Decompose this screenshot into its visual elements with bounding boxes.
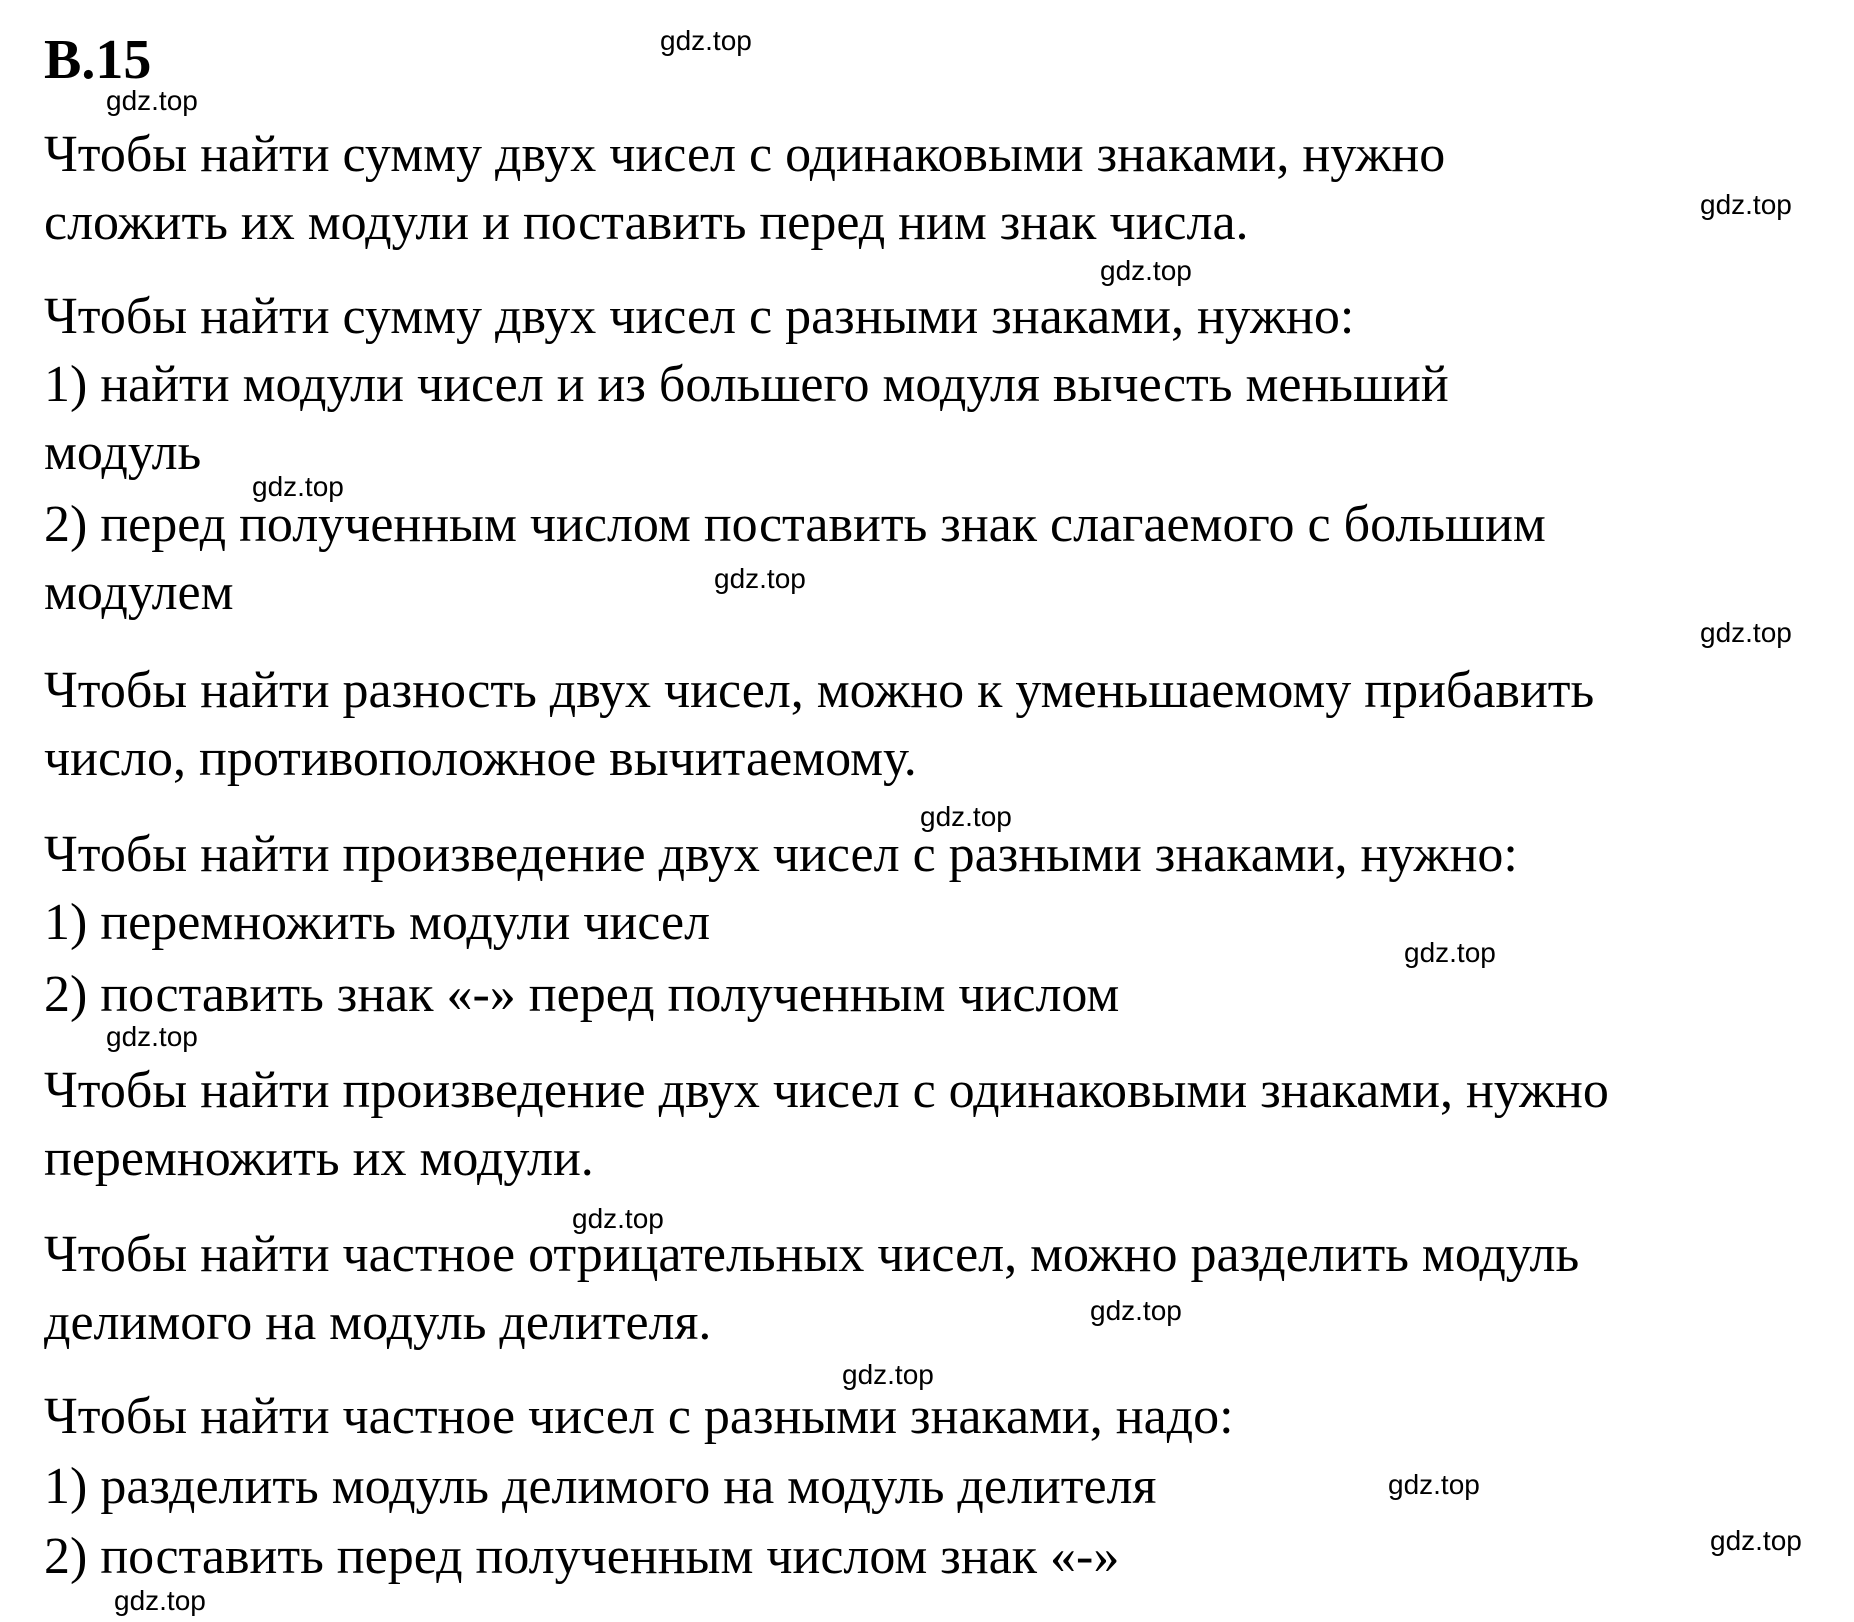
- text-line-6: 2) перед полученным числом поставить знак слагаемого с большим: [44, 496, 1546, 553]
- text-line-19: 2) поставить перед полученным числом знак «-»: [44, 1528, 1120, 1585]
- text-line-9: число, противоположное вычитаемому.: [44, 730, 917, 787]
- text-line-17: Чтобы найти частное чисел с разными знаками, надо:: [44, 1388, 1234, 1445]
- watermark: gdz.top: [114, 1585, 206, 1616]
- text-line-3: Чтобы найти сумму двух чисел с разными знаками, нужно:: [44, 288, 1355, 345]
- watermark: gdz.top: [1388, 1469, 1480, 1500]
- text-line-15: Чтобы найти частное отрицательных чисел, можно разделить модуль: [44, 1226, 1580, 1283]
- text-line-11: 1) перемножить модули чисел: [44, 894, 711, 951]
- watermark: gdz.top: [106, 85, 198, 116]
- watermark: gdz.top: [252, 471, 344, 502]
- text-line-12: 2) поставить знак «-» перед полученным числом: [44, 966, 1120, 1023]
- text-line-13: Чтобы найти произведение двух чисел с одинаковыми знаками, нужно: [44, 1062, 1609, 1119]
- watermark: gdz.top: [1710, 1525, 1802, 1556]
- watermark: gdz.top: [1404, 937, 1496, 968]
- watermark: gdz.top: [920, 801, 1012, 832]
- text-line-8: Чтобы найти разность двух чисел, можно к уменьшаемому прибавить: [44, 662, 1595, 719]
- text-line-5: модуль: [44, 424, 202, 481]
- text-line-2: сложить их модули и поставить перед ним знак числа.: [44, 194, 1249, 251]
- watermark: gdz.top: [1090, 1295, 1182, 1326]
- text-line-4: 1) найти модули чисел и из большего модуля вычесть меньший: [44, 356, 1449, 413]
- watermark: gdz.top: [714, 563, 806, 594]
- text-line-14: перемножить их модули.: [44, 1130, 594, 1187]
- text-line-18: 1) разделить модуль делимого на модуль делителя: [44, 1458, 1157, 1515]
- text-line-7: модулем: [44, 564, 234, 621]
- watermark: gdz.top: [106, 1021, 198, 1052]
- section-title: В.15: [44, 29, 152, 91]
- watermark: gdz.top: [1700, 189, 1792, 220]
- watermark: gdz.top: [1700, 617, 1792, 648]
- watermark: gdz.top: [1100, 255, 1192, 286]
- text-line-1: Чтобы найти сумму двух чисел с одинаковыми знаками, нужно: [44, 126, 1446, 183]
- watermark: gdz.top: [842, 1359, 934, 1390]
- watermark: gdz.top: [660, 25, 752, 56]
- watermark: gdz.top: [572, 1203, 664, 1234]
- text-line-16: делимого на модуль делителя.: [44, 1294, 712, 1351]
- text-line-10: Чтобы найти произведение двух чисел с разными знаками, нужно:: [44, 826, 1518, 883]
